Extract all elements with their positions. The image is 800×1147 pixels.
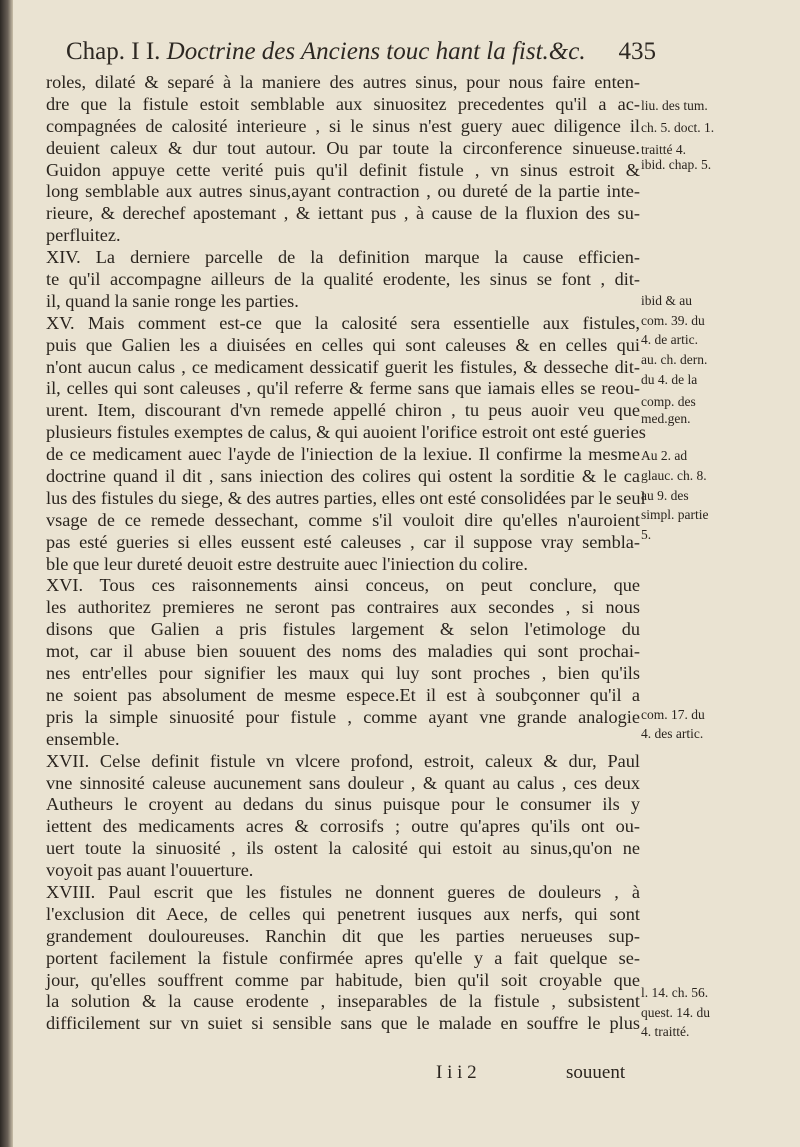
page-number: 435: [618, 38, 656, 65]
text-line: grandement douloureuses. Ranchin dit que les parties nerueuses sup-: [46, 925, 640, 946]
signature-mark: I i i 2: [436, 1062, 477, 1083]
text-line: te qu'il accompagne ailleurs de la qualité erodente, les sinus se font , dit-: [46, 269, 640, 290]
text-line: Guidon appuye cette verité puis qu'il definit fistule , vn sinus estroit &: [46, 159, 640, 180]
text-line: roles, dilaté & separé à la maniere des autres sinus, pour nous faire enten-: [46, 72, 640, 92]
margin-note: au 9. des: [641, 487, 689, 503]
main-text-column: [46, 72, 646, 1035]
catchword: souuent: [566, 1062, 626, 1083]
margin-note: 5.: [641, 527, 652, 543]
margin-note: 4. traitté.: [641, 1024, 690, 1040]
text-line: nes entr'elles pour signifier les maux qui luy sont proches , bien qu'ils: [46, 663, 640, 684]
margin-note: com. 17. du: [641, 706, 705, 722]
text-line: il, celles qui sont caleuses , qu'il referre & ferme sans que iamais elles se reou-: [46, 378, 640, 399]
text-line: vne sinnosité caleuse aucunement sans douleur , & quant au calus , ces deux: [46, 772, 640, 793]
margin-note: liu. des tum.: [641, 97, 708, 113]
text-line: XVI. Tous ces raisonnements ainsi conceus, on peut conclure, que: [46, 575, 640, 596]
text-line: jour, qu'elles souffrent comme par habitude, bien qu'il soit croyable que: [46, 969, 640, 990]
margin-note: com. 39. du: [641, 312, 705, 328]
text-line: long semblable aux autres sinus,ayant contraction , ou dureté de la partie inte-: [46, 181, 640, 202]
text-line: deuient caleux & dur tout autour. Ou par toute la circonference sinueuse.: [46, 137, 640, 158]
text-line: n'ont aucun calus , ce medicament dessicatif guerit les fistules, & desseche dit-: [46, 356, 640, 377]
text-line: XVII. Celse definit fistule vn vlcere profond, estroit, caleux & dur, Paul: [46, 750, 640, 771]
margin-note: ibid & au: [641, 292, 692, 308]
margin-note: med.gen.: [641, 411, 691, 427]
text-line: difficilement sur vn suiet si sensible sans que le malade en souffre le plus: [46, 1013, 640, 1034]
text-line: mot, car il abuse bien souuent des noms des maladies qui sont prochai-: [46, 641, 640, 662]
text-line: voyoit pas auant l'ouuerture.: [46, 860, 254, 881]
text-line: portent facilement la fistule confirmée apres qu'elle y a fait quelque se-: [46, 947, 640, 968]
text-line: pas esté gueries si elles eussent esté caleuses , car il suppose vray sembla-: [46, 531, 640, 552]
margin-note: glauc. ch. 8.: [641, 468, 707, 483]
running-header: [66, 38, 656, 66]
text-line: l'exclusion dit Aece, de celles qui penetrent iusques aux nerfs, qui sont: [46, 903, 640, 924]
text-line: pris la simple sinuosité pour fistule , comme ayant vne grande analogie: [46, 706, 640, 727]
text-line: la solution & la cause erodente , inseparables de la fistule , subsistent: [46, 991, 640, 1012]
text-line: ne soient pas absolument de mesme espece.Et il est à soubçonner qu'il a: [46, 684, 640, 705]
text-line: doctrine quand il dit , sans iniection des colires qui ostent la sorditie & le ca: [46, 466, 640, 487]
text-line: ensemble.: [46, 728, 120, 749]
margin-note: ch. 5. doct. 1.: [641, 119, 715, 135]
margin-note: 4. des artic.: [641, 726, 704, 742]
chapter-label: Chap. I I.: [66, 38, 161, 65]
margin-note: 4. de artic.: [641, 332, 698, 348]
text-line: XVIII. Paul escrit que les fistules ne donnent gueres de douleurs , à: [46, 881, 640, 902]
text-line: de ce medicament auec l'ayde de l'iniection de la lexiue. Il confirme la mesme: [46, 444, 640, 465]
text-line: XV. Mais comment est-ce que la calosité sera essentielle aux fistules,: [46, 312, 640, 333]
text-line: perfluitez.: [46, 225, 121, 246]
running-title: Doctrine des Anciens touc hant la fist.&c.: [166, 38, 586, 65]
text-line: uert toute la sinuosité , ils ostent la calosité qui estoit au sinus,qu'on ne: [46, 838, 640, 859]
text-line: il, quand la sanie ronge les parties.: [46, 290, 299, 311]
margin-note: du 4. de la: [641, 371, 698, 387]
text-line: dre que la fistule estoit semblable aux sinuositez precedentes qu'il a ac-: [46, 93, 640, 114]
text-line: XIV. La derniere parcelle de la definition marque la cause efficien-: [46, 247, 640, 268]
text-line: puis que Galien les a diuisées en celles qui sont caleuses & en celles qui: [46, 334, 640, 355]
text-line: lus des fistules du siege, & des autres parties, elles ont esté consolidées par le seul: [46, 487, 646, 508]
text-line: plusieurs fistules exemptes de calus, & qui auoient l'orifice estroit ont esté gueries: [46, 422, 646, 443]
text-line: rieure, & derechef apostemant , & iettant pus , à cause de la fluxion des su-: [46, 203, 640, 224]
text-line: ble que leur dureté deuoit estre destruite auec l'iniection du colire.: [46, 553, 528, 574]
margin-note: simpl. partie: [641, 507, 709, 523]
text-line: vsage de ce remede dessechant, comme s'il vouloit dire qu'elles n'auroient: [46, 509, 640, 530]
margin-note: Au 2. ad: [641, 448, 688, 464]
margin-note: au. ch. dern.: [641, 351, 708, 367]
margin-note: ibid. chap. 5.: [641, 157, 712, 173]
text-line: urent. Item, discourant d'vn remede appellé chiron , tu peus auoir veu que: [46, 400, 640, 421]
text-line: les authoritez premieres ne seront pas contraires aux secondes , si nous: [46, 597, 640, 618]
margin-note: traitté 4.: [641, 141, 686, 157]
text-line: compagnées de calosité interieure , si le sinus n'est guery auec diligence il: [46, 115, 640, 136]
page-binding-shadow: [0, 0, 13, 1147]
margin-note: comp. des: [641, 393, 696, 409]
text-line: Autheurs le croyent au dedans du sinus puisque pour le consumer ils y: [46, 794, 640, 815]
margin-note: quest. 14. du: [641, 1004, 710, 1020]
margin-note: l. 14. ch. 56.: [641, 984, 709, 1000]
text-line: disons que Galien a pris fistules largement & selon l'etimologe du: [46, 619, 640, 640]
text-line: iettent des medicaments acres & corrosifs ; outre qu'apres qu'ils ont ou-: [46, 816, 640, 837]
